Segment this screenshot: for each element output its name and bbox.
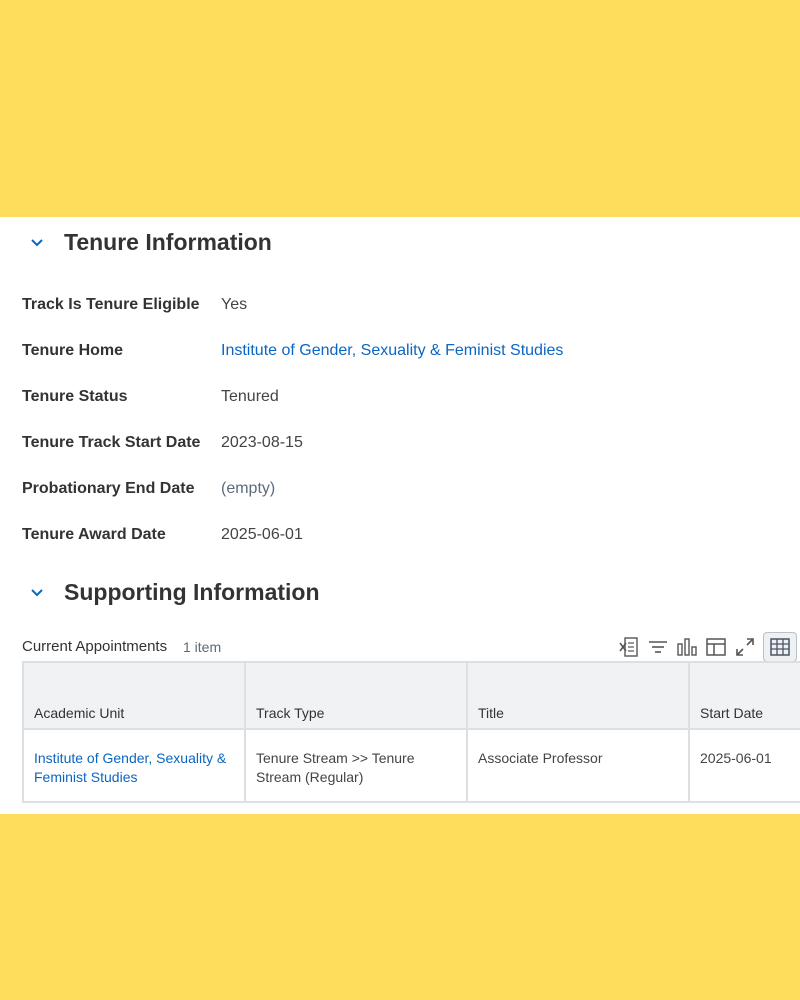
field-value: Yes — [221, 296, 248, 313]
field-row-track-start-date — [22, 431, 303, 455]
column-header-start-date[interactable]: Start Date — [689, 662, 800, 729]
academic-unit-link[interactable]: Institute of Gender, Sexuality & Feminist Studies — [23, 729, 245, 802]
supporting-section-header[interactable] — [28, 579, 320, 606]
content-panel — [0, 217, 800, 814]
fullscreen-icon[interactable] — [734, 636, 756, 658]
field-value: (empty) — [221, 480, 276, 497]
chart-icon[interactable] — [676, 636, 698, 658]
grid-view-icon[interactable] — [763, 632, 797, 662]
appointments-table — [22, 661, 800, 803]
tenure-section-title: Tenure Information — [64, 229, 272, 255]
field-value: 2023-08-15 — [221, 434, 303, 451]
field-label: Tenure Status — [22, 388, 128, 405]
field-row-probationary-end-date — [22, 477, 275, 501]
title-cell: Associate Professor — [467, 729, 689, 802]
appointments-count: 1 item — [183, 639, 222, 655]
field-row-tenure-home — [22, 339, 563, 363]
chevron-down-icon[interactable] — [28, 584, 46, 602]
export-excel-icon[interactable] — [618, 636, 640, 658]
field-row-award-date — [22, 523, 303, 547]
track-type-cell: Tenure Stream >> Tenure Stream (Regular) — [245, 729, 467, 802]
field-row-tenure-eligible — [22, 293, 247, 317]
appointments-bar — [22, 632, 800, 662]
table-row — [23, 729, 800, 802]
field-row-tenure-status — [22, 385, 279, 409]
table-header-row — [23, 662, 800, 729]
field-label: Tenure Award Date — [22, 526, 166, 543]
field-label: Probationary End Date — [22, 480, 195, 497]
field-value: 2025-06-01 — [221, 526, 303, 543]
field-label: Tenure Track Start Date — [22, 434, 201, 451]
tenure-home-link[interactable]: Institute of Gender, Sexuality & Feminist Studies — [221, 342, 564, 359]
field-label: Track Is Tenure Eligible — [22, 296, 200, 313]
layout-icon[interactable] — [705, 636, 727, 658]
appointments-title: Current Appointments — [22, 638, 168, 655]
column-header-track-type[interactable]: Track Type — [245, 662, 467, 729]
column-header-title[interactable]: Title — [467, 662, 689, 729]
supporting-section-title: Supporting Information — [64, 579, 320, 605]
field-label: Tenure Home — [22, 342, 124, 359]
tenure-section-header[interactable] — [28, 229, 272, 256]
grid-toolbar — [618, 632, 797, 662]
column-header-academic-unit[interactable]: Academic Unit — [23, 662, 245, 729]
field-value: Tenured — [221, 388, 279, 405]
chevron-down-icon[interactable] — [28, 234, 46, 252]
filter-icon[interactable] — [647, 636, 669, 658]
start-date-cell: 2025-06-01 — [689, 729, 800, 802]
